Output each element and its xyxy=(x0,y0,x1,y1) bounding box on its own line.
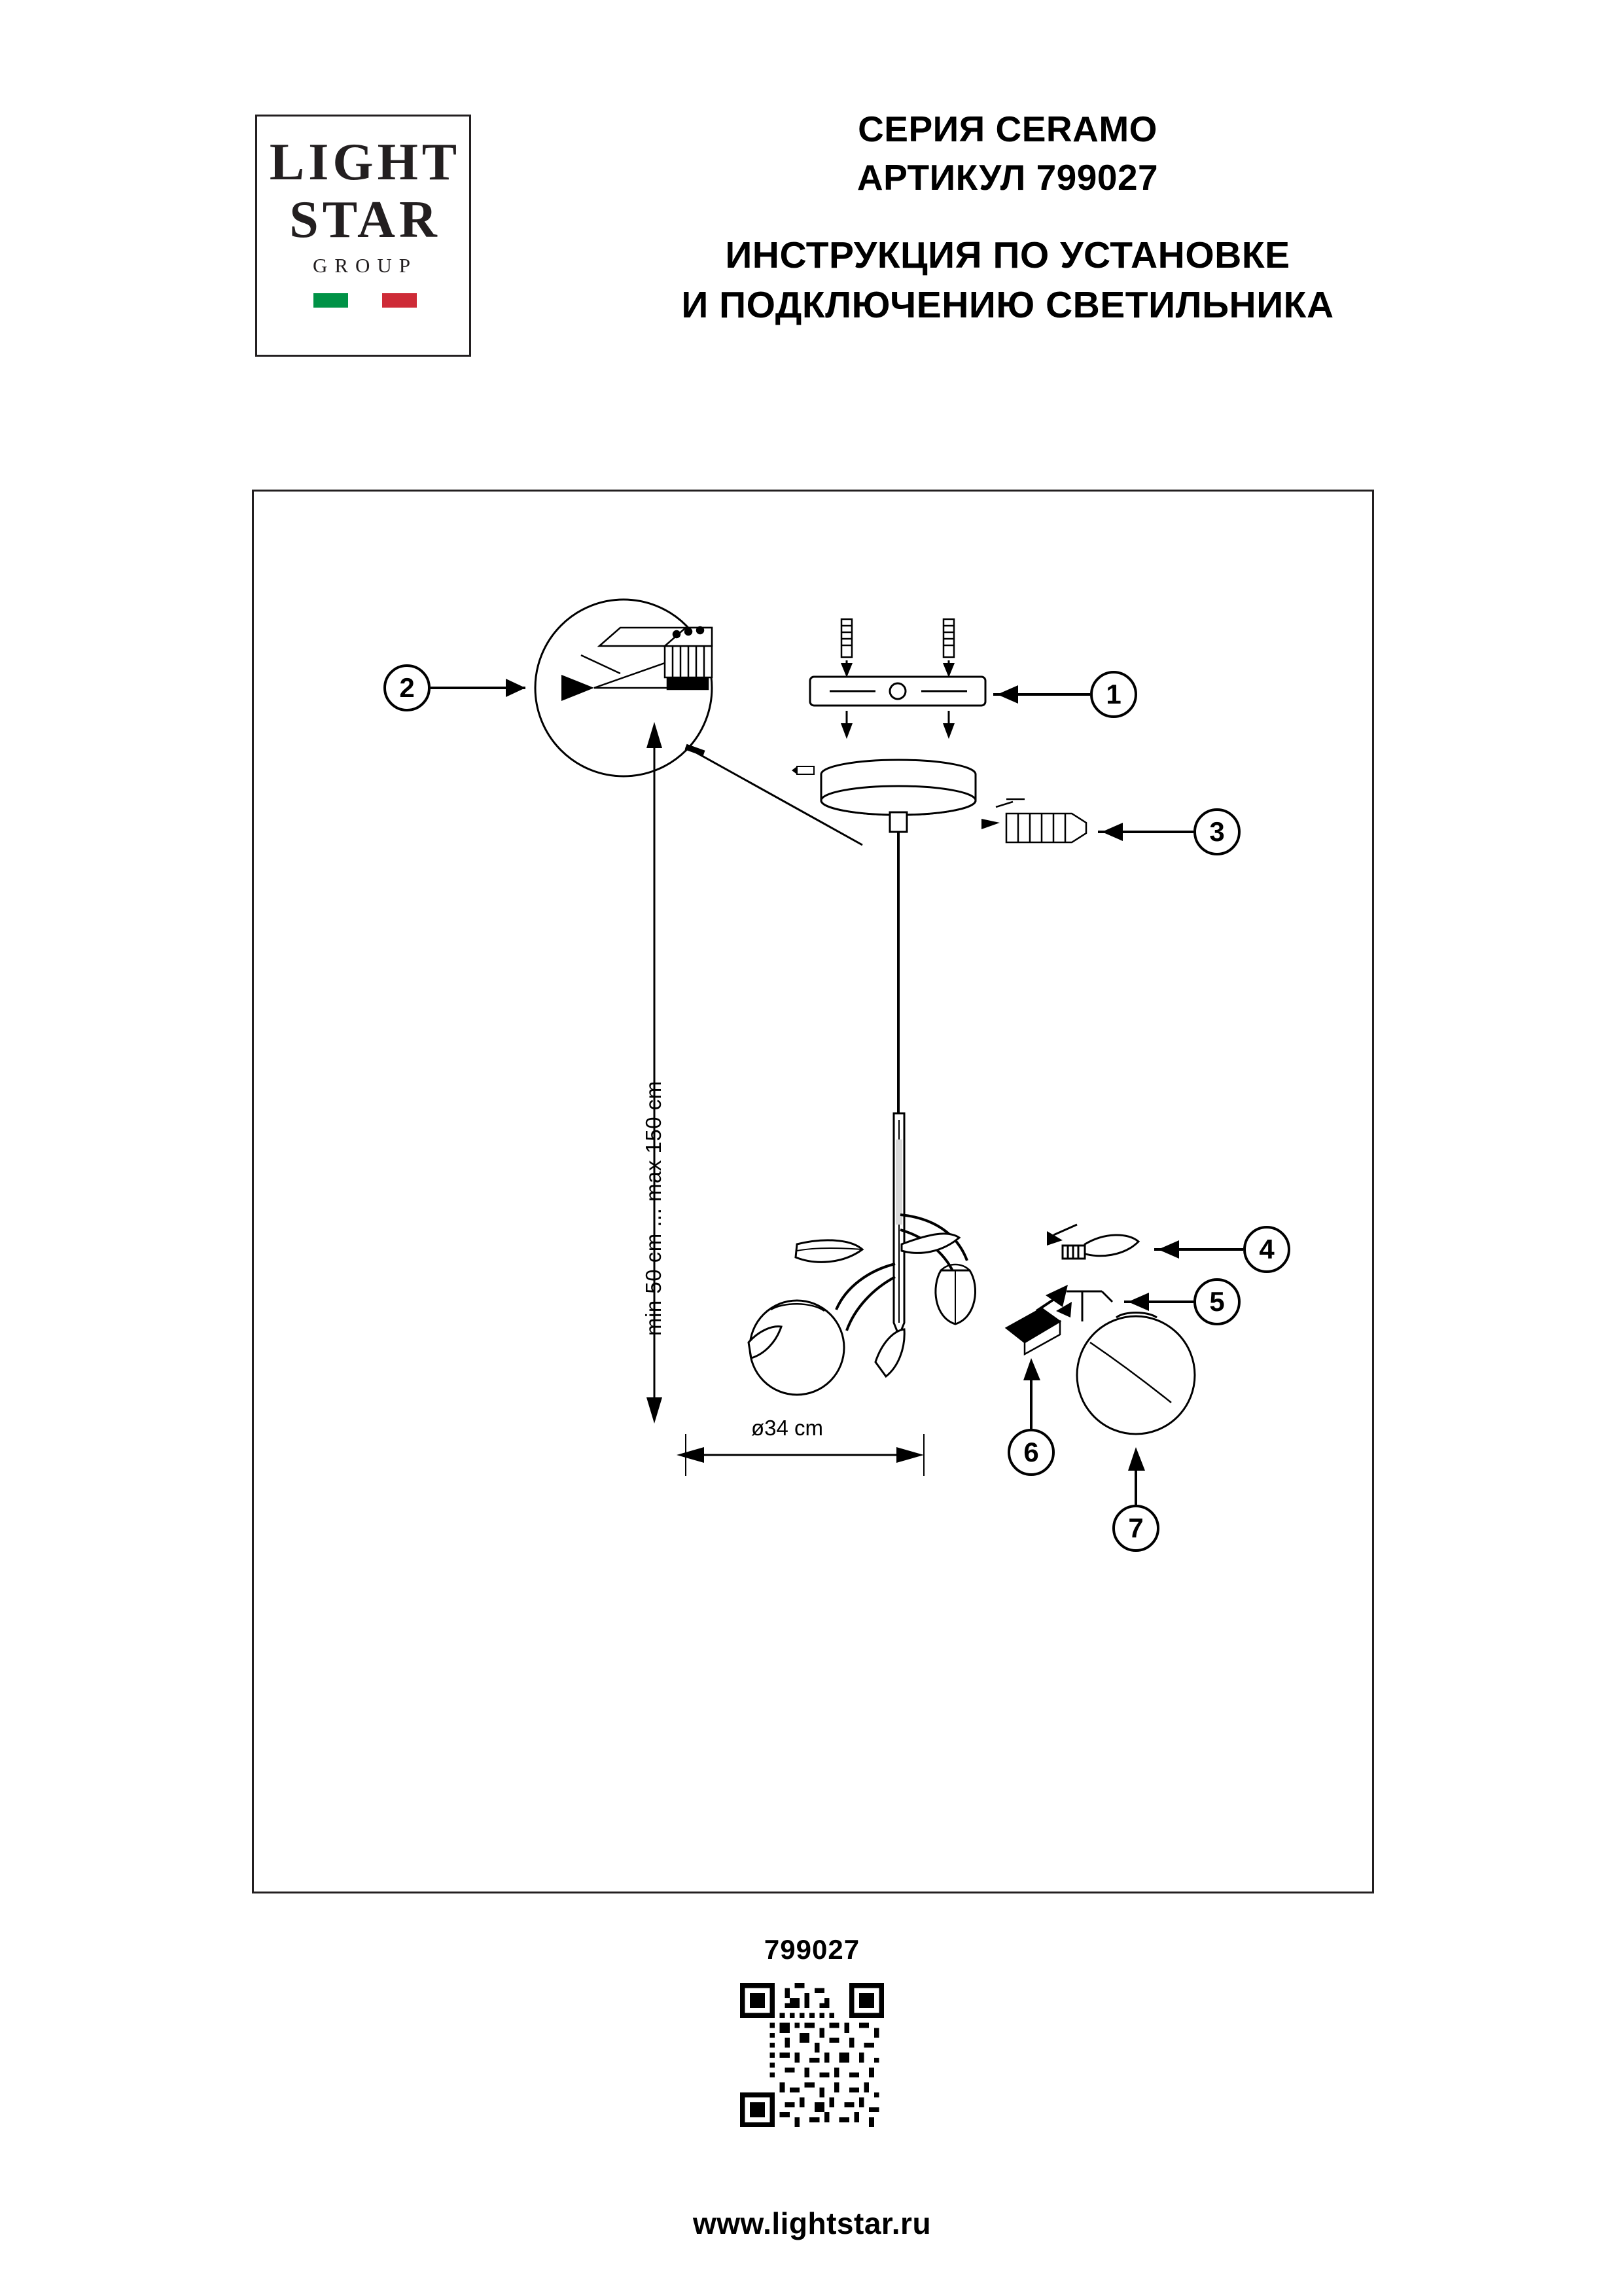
callout-1: 1 xyxy=(1090,671,1137,718)
callout-7: 7 xyxy=(1112,1505,1159,1552)
header-titles xyxy=(497,105,1518,330)
callout-5: 5 xyxy=(1193,1278,1241,1325)
qr-code xyxy=(740,1983,884,2127)
brand-logo xyxy=(255,115,471,357)
article-line: АРТИКУЛ 799027 xyxy=(856,157,1159,198)
italy-flag-icon xyxy=(313,293,417,308)
page-header xyxy=(0,105,1624,393)
assembly-diagram-frame xyxy=(252,490,1374,1893)
height-dimension-label: min 50 cm ... max 150 cm xyxy=(641,1081,665,1336)
callout-6: 6 xyxy=(1008,1429,1055,1476)
website-url: www.lightstar.ru xyxy=(692,2206,932,2240)
logo-line-star: STAR xyxy=(289,191,441,249)
instruction-title-line-2: И ПОДКЛЮЧЕНИЮ СВЕТИЛЬНИКА xyxy=(681,284,1334,326)
series-line: СЕРИЯ CERAMO xyxy=(858,109,1157,149)
callout-4: 4 xyxy=(1243,1226,1290,1273)
footer-article-code: 799027 xyxy=(764,1934,860,1965)
logo-line-group: GROUP xyxy=(312,254,418,277)
diameter-dimension-label: ø34 cm xyxy=(751,1416,824,1440)
callout-2: 2 xyxy=(383,664,431,711)
logo-line-light: LIGHT xyxy=(269,134,461,191)
instruction-title-line-1: ИНСТРУКЦИЯ ПО УСТАНОВКЕ xyxy=(725,234,1290,276)
callout-3: 3 xyxy=(1193,808,1241,855)
